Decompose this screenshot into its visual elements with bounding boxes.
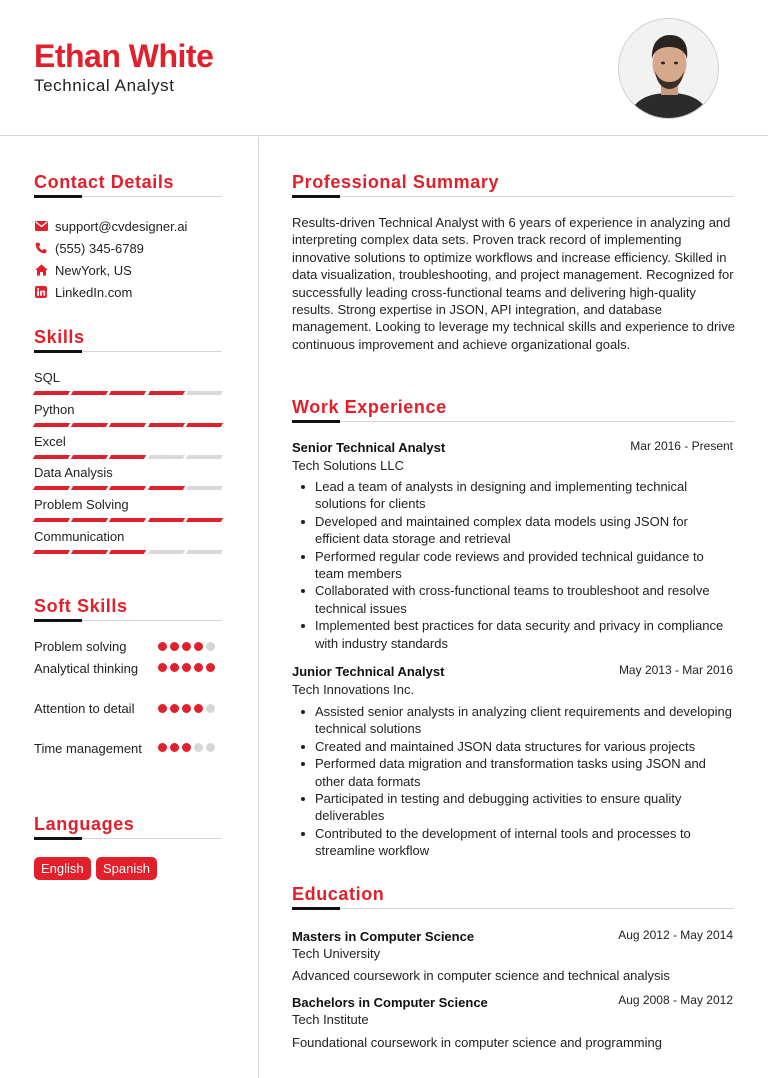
rating-dot	[158, 704, 167, 713]
education-degree: Bachelors in Computer Science	[292, 995, 488, 1010]
skill-level-segment	[33, 455, 71, 459]
skill-level-bar	[34, 455, 222, 459]
rating-dot	[194, 704, 203, 713]
skill-level-segment	[109, 423, 147, 427]
education-dates: Aug 2012 - May 2014	[618, 928, 733, 942]
skill-level-segment	[147, 455, 185, 459]
education-dates: Aug 2008 - May 2012	[618, 993, 733, 1007]
skill-level-bar	[34, 423, 222, 427]
soft-skill-label: Analytical thinking	[34, 661, 139, 676]
skill-level-segment	[109, 486, 147, 490]
contact-phone[interactable]	[34, 239, 144, 257]
skill-level-segment	[147, 391, 185, 395]
job-bullet: Developed and maintained complex data models using JSON for efficient data storage and retrieval	[292, 513, 736, 548]
candidate-role: Technical Analyst	[34, 76, 175, 95]
skill-level-bar	[34, 550, 222, 554]
education-school: Tech Institute	[292, 1012, 369, 1027]
rating-dot	[182, 642, 191, 651]
summary-section-rule	[292, 196, 734, 197]
languages-section-title: Languages	[34, 814, 135, 834]
job-bullet: Performed data migration and transformation tasks using JSON and other data formats	[292, 755, 736, 790]
contact-location	[34, 261, 132, 279]
job-bullet: Participated in testing and debugging activities to ensure quality deliverables	[292, 790, 736, 825]
rating-dot	[170, 642, 179, 651]
education-description: Foundational coursework in computer science and programming	[292, 1035, 662, 1050]
rating-dot	[206, 663, 215, 672]
skill-level-segment	[109, 391, 147, 395]
contact-section-title: Contact Details	[34, 172, 175, 192]
candidate-name: Ethan White	[34, 38, 214, 74]
skill-level-bar	[34, 486, 222, 490]
contact-email[interactable]	[34, 217, 187, 235]
summary-section-title: Professional Summary	[292, 172, 500, 192]
summary-text: Results-driven Technical Analyst with 6 years of experience in analyzing and interpreting complex data sets. Proven track record of implementing innovative solutions to optimize workflows and increase efficiency. Skilled in data visualization, troubleshooting, and project management. Recognized for successfully leading cross-functional teams and delivering high-quality results. Strong expertise in JSON, API integration, and database management. Looking to leverage my technical skills and experience to drive continuous improvement and achieve organizational goals.	[292, 215, 735, 352]
skill-level-segment	[71, 518, 109, 522]
phone-icon	[34, 241, 48, 255]
resume-header	[0, 0, 768, 136]
contact-section-rule	[34, 196, 222, 197]
job-bullet: Collaborated with cross-functional teams to troubleshoot and resolve technical issues	[292, 582, 736, 617]
rating-dot	[194, 663, 203, 672]
envelope-icon	[34, 219, 48, 233]
skill-level-segment	[109, 550, 147, 554]
skill-level-segment	[71, 455, 109, 459]
column-divider	[258, 137, 259, 1078]
skill-label: Communication	[34, 529, 125, 544]
skill-level-segment	[147, 550, 185, 554]
soft-skill-rating	[158, 743, 215, 752]
skill-level-segment	[109, 518, 147, 522]
rating-dot	[170, 704, 179, 713]
education-description: Advanced coursework in computer science and technical analysis	[292, 968, 670, 983]
language-badge-spanish: Spanish	[96, 857, 157, 880]
skill-level-segment	[71, 423, 109, 427]
skill-level-segment	[186, 486, 224, 490]
home-icon	[34, 263, 48, 277]
soft-skills-section-title: Soft Skills	[34, 596, 128, 616]
contact-phone-text: (555) 345-6789	[55, 240, 144, 256]
soft-skill-rating	[158, 642, 215, 651]
linkedin-icon	[34, 285, 48, 299]
job-bullet: Assisted senior analysts in analyzing client requirements and developing technical solutions	[292, 703, 736, 738]
profile-photo	[618, 18, 719, 119]
job-company: Tech Solutions LLC	[292, 458, 405, 473]
job-dates: Mar 2016 - Present	[630, 439, 733, 453]
experience-section-rule	[292, 421, 734, 422]
skill-level-segment	[186, 550, 224, 554]
education-school: Tech University	[292, 946, 381, 961]
language-badge-english: English	[34, 857, 91, 880]
skill-level-segment	[71, 550, 109, 554]
skill-label: Excel	[34, 433, 66, 449]
contact-email-text: support@cvdesigner.ai	[55, 218, 188, 234]
profile-photo-illustration	[619, 19, 719, 119]
job-bullet: Implemented best practices for data security and privacy in compliance with industry standards	[292, 617, 736, 652]
soft-skill-label: Problem solving	[34, 639, 127, 654]
job-company: Tech Innovations Inc.	[292, 682, 415, 697]
contact-location-text: NewYork, US	[55, 262, 132, 278]
rating-dot	[182, 663, 191, 672]
skill-level-segment	[33, 550, 71, 554]
skills-section-rule	[34, 351, 222, 352]
education-section-title: Education	[292, 884, 385, 904]
job-title: Junior Technical Analyst	[292, 664, 445, 679]
job-bullet: Performed regular code reviews and provided technical guidance to team members	[292, 548, 736, 583]
skill-level-segment	[186, 391, 224, 395]
rating-dot	[158, 663, 167, 672]
skill-label: Python	[34, 401, 75, 417]
soft-skill-label: Time management	[34, 741, 142, 756]
soft-skill-label: Attention to detail	[34, 701, 135, 716]
skill-level-segment	[33, 423, 71, 427]
education-section-rule	[292, 908, 734, 909]
rating-dot	[158, 743, 167, 752]
job-bullet: Lead a team of analysts in designing and implementing technical solutions for clients	[292, 478, 736, 513]
rating-dot	[170, 663, 179, 672]
skill-level-segment	[147, 423, 185, 427]
contact-linkedin[interactable]	[34, 283, 132, 301]
rating-dot	[194, 642, 203, 651]
rating-dot	[194, 743, 203, 752]
skill-level-segment	[109, 455, 147, 459]
skill-level-segment	[186, 423, 224, 427]
skill-level-segment	[186, 455, 224, 459]
rating-dot	[206, 704, 215, 713]
job-bullet: Created and maintained JSON data structures for various projects	[292, 738, 736, 755]
skill-level-bar	[34, 391, 222, 395]
skill-level-segment	[71, 391, 109, 395]
education-degree: Masters in Computer Science	[292, 929, 475, 944]
skill-label: Data Analysis	[34, 465, 113, 481]
languages-section-rule	[34, 838, 222, 839]
skills-section-title: Skills	[34, 327, 85, 347]
job-bullets	[292, 478, 736, 652]
job-title: Senior Technical Analyst	[292, 440, 446, 455]
rating-dot	[206, 642, 215, 651]
skill-label: Problem Solving	[34, 497, 129, 513]
skill-level-segment	[33, 486, 71, 490]
job-bullet: Contributed to the development of internal tools and processes to streamline workflow	[292, 825, 736, 860]
contact-linkedin-text: LinkedIn.com	[55, 284, 133, 300]
soft-skill-rating	[158, 704, 215, 713]
experience-section-title: Work Experience	[292, 397, 447, 417]
skill-level-segment	[71, 486, 109, 490]
rating-dot	[206, 743, 215, 752]
rating-dot	[182, 743, 191, 752]
skill-level-segment	[33, 391, 71, 395]
skill-level-bar	[34, 518, 222, 522]
job-bullets	[292, 703, 736, 860]
skill-level-segment	[147, 518, 185, 522]
skill-level-segment	[186, 518, 224, 522]
skill-level-segment	[33, 518, 71, 522]
rating-dot	[182, 704, 191, 713]
job-dates: May 2013 - Mar 2016	[618, 663, 733, 677]
skill-label: SQL	[34, 370, 61, 385]
rating-dot	[170, 743, 179, 752]
soft-skill-rating	[158, 663, 215, 672]
soft-skills-section-rule	[34, 620, 222, 621]
rating-dot	[158, 642, 167, 651]
skill-level-segment	[147, 486, 185, 490]
